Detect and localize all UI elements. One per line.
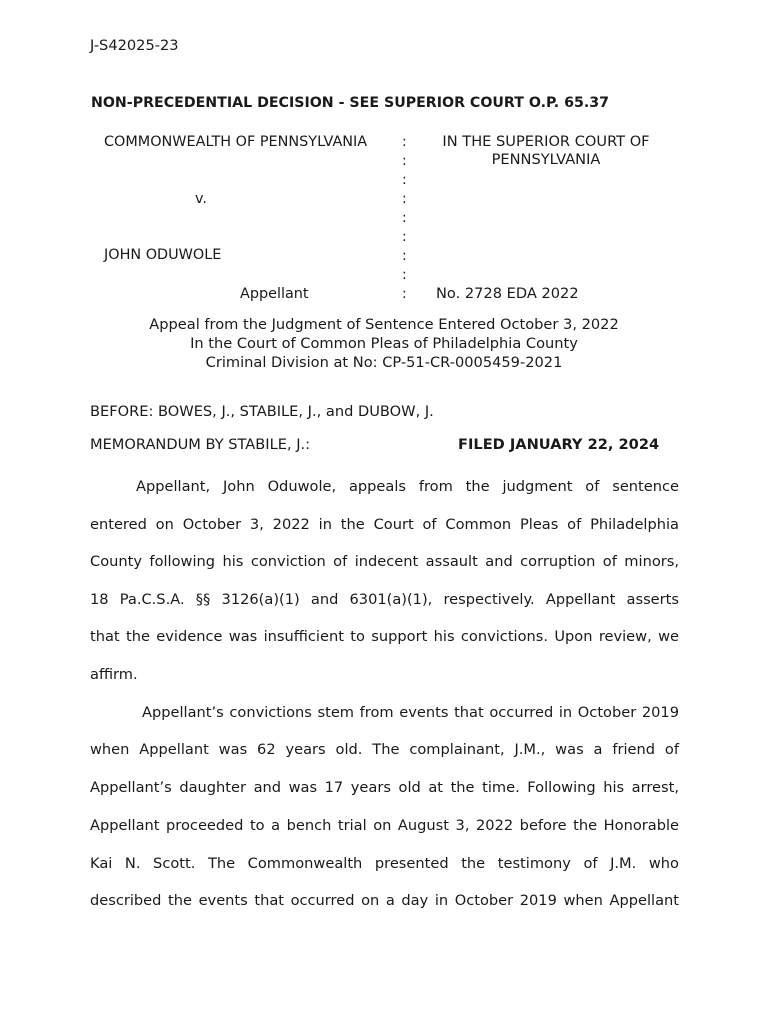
caption-docket-number: No. 2728 EDA 2022 [436, 285, 579, 302]
docket-id: J-S42025-23 [90, 37, 179, 54]
caption-colon: : [402, 286, 407, 302]
body-text-line: Appellant’s convictions stem from events that occurred in October 2019 [142, 704, 679, 721]
body-text-line: affirm. [90, 666, 138, 683]
body-text-line: 18 Pa.C.S.A. §§ 3126(a)(1) and 6301(a)(1), respectively. Appellant asserts [90, 591, 679, 608]
caption-plaintiff: COMMONWEALTH OF PENNSYLVANIA [104, 134, 368, 150]
body-text-line: County following his conviction of indecent assault and corruption of minors, [90, 553, 679, 570]
appeal-line: In the Court of Common Pleas of Philadelphia County [190, 335, 578, 352]
caption-colon: : [402, 229, 407, 245]
body-text-line: that the evidence was insufficient to support his convictions. Upon review, we [90, 628, 679, 645]
caption-defendant: JOHN ODUWOLE [104, 247, 222, 263]
panel-before: BEFORE: BOWES, J., STABILE, J., and DUBOW, J. [90, 403, 434, 420]
body-text-line: Appellant’s daughter and was 17 years old at the time. Following his arrest, [90, 779, 679, 796]
caption-colon: : [402, 248, 407, 264]
appeal-block [110, 315, 658, 372]
body-text-line: entered on October 3, 2022 in the Court of Common Pleas of Philadelphia [90, 516, 679, 533]
caption-court: IN THE SUPERIOR COURT OF PENNSYLVANIA [442, 133, 650, 168]
caption-role: Appellant [240, 286, 309, 302]
memorandum-author: MEMORANDUM BY STABILE, J.: [90, 436, 311, 453]
body-text-line: described the events that occurred on a day in October 2019 when Appellant [90, 892, 679, 909]
appeal-line: Appeal from the Judgment of Sentence Entered October 3, 2022 [149, 316, 619, 333]
appeal-line: Criminal Division at No: CP-51-CR-0005459-2021 [205, 354, 563, 371]
body-text-line: when Appellant was 62 years old. The complainant, J.M., was a friend of [90, 741, 679, 758]
caption-colon: : [402, 172, 407, 188]
caption-colon: : [402, 153, 407, 169]
decision-heading: NON-PRECEDENTIAL DECISION - SEE SUPERIOR COURT O.P. 65.37 [91, 95, 609, 111]
caption-colon: : [402, 134, 407, 150]
body-text-line: Kai N. Scott. The Commonwealth presented the testimony of J.M. who [90, 855, 679, 872]
body-text-line: Appellant proceeded to a bench trial on August 3, 2022 before the Honorable [90, 817, 679, 834]
body-text-line: Appellant, John Oduwole, appeals from the judgment of sentence [136, 478, 679, 495]
filed-date: FILED JANUARY 22, 2024 [458, 436, 660, 453]
caption-colon: : [402, 191, 407, 207]
caption-colon: : [402, 210, 407, 226]
caption-colon: : [402, 267, 407, 283]
caption-versus: v. [195, 191, 207, 207]
